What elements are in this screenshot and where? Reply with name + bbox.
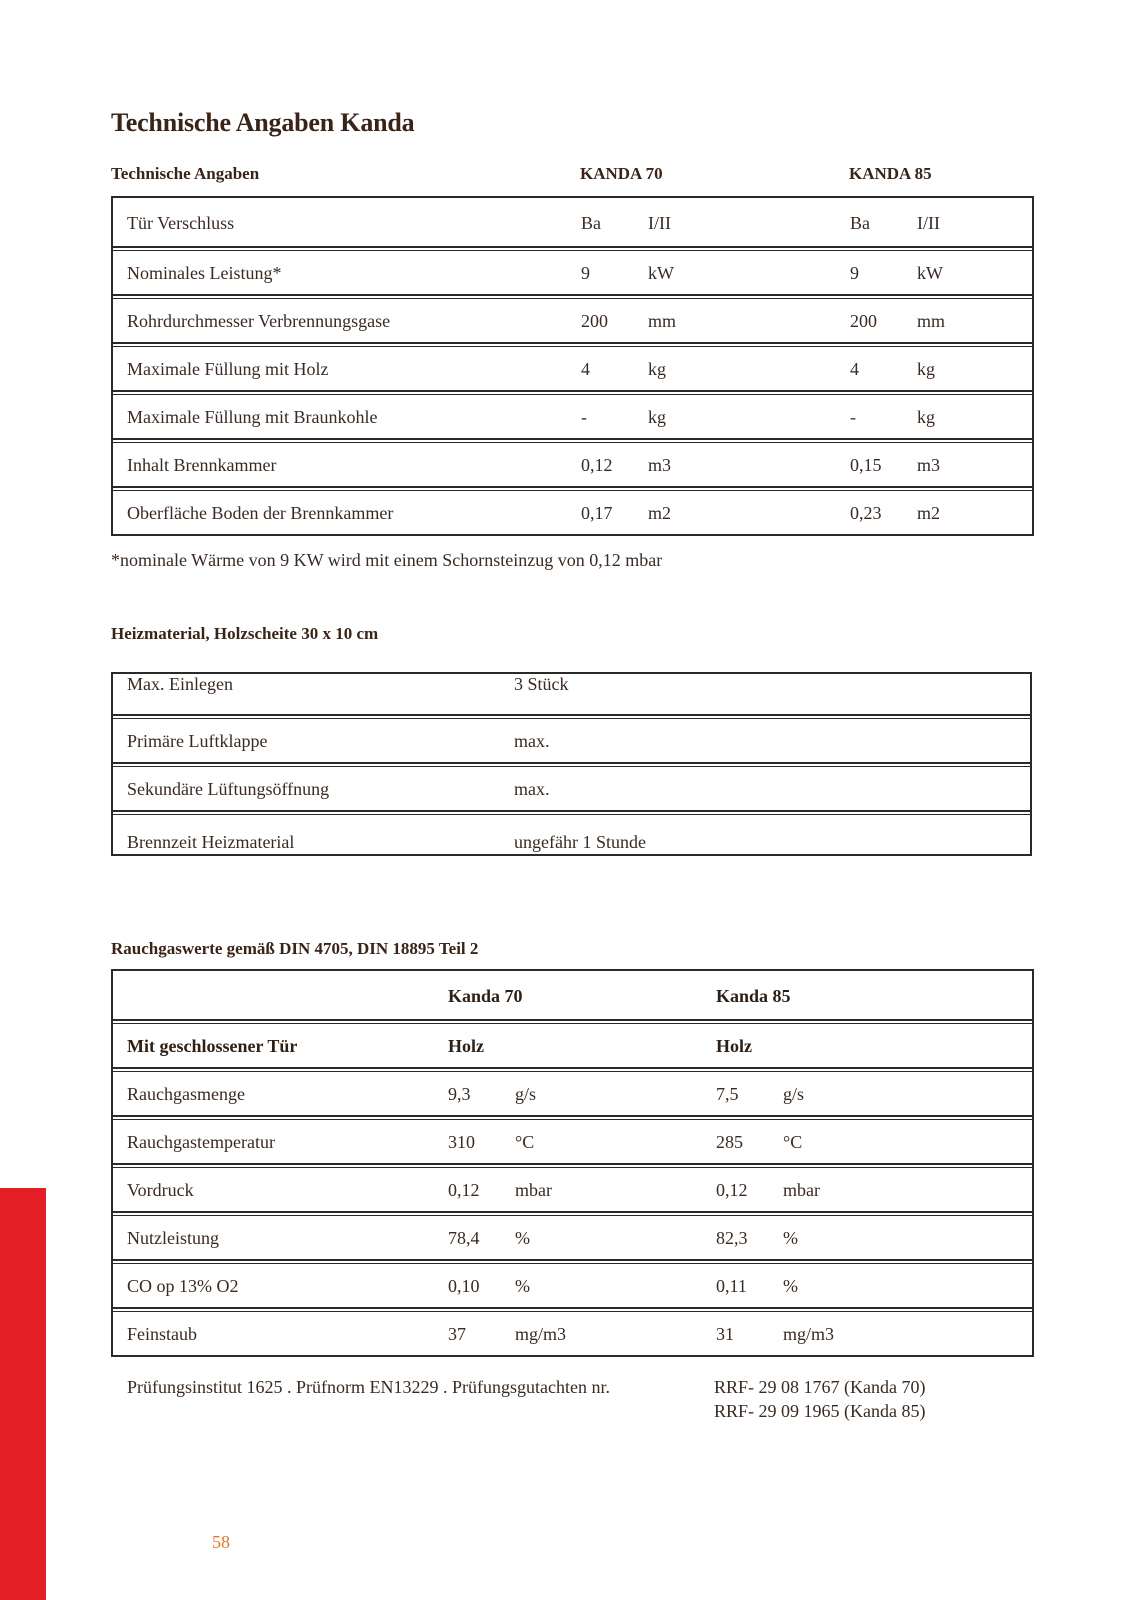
kanda85-value: Ba <box>850 213 870 233</box>
row-value: max. <box>514 731 550 751</box>
table-row <box>113 246 1032 294</box>
page-number: 58 <box>212 1532 230 1552</box>
kanda85-value: 0,15 <box>850 455 882 475</box>
table-row <box>113 1259 1032 1307</box>
rauch-heading-text: Rauchgaswerte gemäß DIN 4705, DIN 18895 Teil 2 <box>111 939 479 958</box>
row-label: Vordruck <box>127 1180 194 1200</box>
table-row <box>113 294 1032 342</box>
rauch-table <box>111 969 1034 1357</box>
row-label: Tür Verschluss <box>127 213 235 233</box>
kanda70-unit: mm <box>648 311 677 331</box>
tech-header-kanda70: KANDA 70 <box>580 164 663 183</box>
table-row <box>113 342 1032 390</box>
table-row <box>113 762 1030 810</box>
kanda70-value: 78,4 <box>448 1228 480 1248</box>
kanda85-unit: % <box>783 1228 798 1248</box>
kanda70-value: 0,10 <box>448 1276 480 1296</box>
kanda70-header: Kanda 70 <box>448 986 523 1006</box>
kanda70-unit: I/II <box>648 213 671 233</box>
kanda70-unit: m3 <box>648 455 672 475</box>
kanda85-value: 200 <box>850 311 877 331</box>
kanda70-value: 200 <box>581 311 608 331</box>
row-label: Rauchgastemperatur <box>127 1132 275 1152</box>
tech-table <box>111 196 1034 536</box>
footnote: *nominale Wärme von 9 KW wird mit einem Schornsteinzug von 0,12 mbar <box>111 550 663 570</box>
kanda85-value: 0,23 <box>850 503 882 523</box>
table-row <box>113 438 1032 486</box>
kanda70-value: 0,12 <box>448 1180 480 1200</box>
kanda85-unit: m2 <box>917 503 941 523</box>
kanda85-unit: kg <box>917 407 935 427</box>
row-label: Rohrdurchmesser Verbrennungsgase <box>127 311 391 331</box>
red-edge-bar <box>0 1188 46 1600</box>
kanda85-unit: mg/m3 <box>783 1324 835 1344</box>
kanda85-value: 9 <box>850 263 859 283</box>
kanda70-unit: % <box>515 1276 530 1296</box>
kanda85-unit: kg <box>917 359 935 379</box>
table-header-row <box>113 1019 1032 1067</box>
kanda85-header: Kanda 85 <box>716 986 791 1006</box>
row-label: Max. Einlegen <box>127 674 233 694</box>
kanda70-value: 9,3 <box>448 1084 471 1104</box>
condition-label: Mit geschlossener Tür <box>127 1036 298 1056</box>
row-value: 3 Stück <box>514 674 569 694</box>
tech-header-label: Technische Angaben <box>111 164 260 183</box>
test-report-kanda70: RRF- 29 08 1767 (Kanda 70) <box>714 1377 926 1397</box>
kanda70-unit: mg/m3 <box>515 1324 567 1344</box>
kanda85-unit: I/II <box>917 213 940 233</box>
kanda70-value: - <box>581 407 587 427</box>
test-report-kanda85: RRF- 29 09 1965 (Kanda 85) <box>714 1401 926 1421</box>
kanda85-unit: °C <box>783 1132 803 1152</box>
heiz-heading-text: Heizmaterial, Holzscheite 30 x 10 cm <box>111 624 379 643</box>
kanda85-value: 0,11 <box>716 1276 747 1296</box>
row-label: Primäre Luftklappe <box>127 731 268 751</box>
kanda70-unit: kg <box>648 359 666 379</box>
heiz-table <box>111 672 1032 856</box>
table-row <box>113 390 1032 438</box>
row-label: Nutzleistung <box>127 1228 219 1248</box>
tech-header-kanda85: KANDA 85 <box>849 164 932 183</box>
row-label: Inhalt Brennkammer <box>127 455 277 475</box>
row-label: Feinstaub <box>127 1324 197 1344</box>
row-label: Oberfläche Boden der Brennkammer <box>127 503 394 523</box>
kanda70-value: 0,17 <box>581 503 613 523</box>
page-title: Technische Angaben Kanda <box>111 108 415 137</box>
row-value: max. <box>514 779 550 799</box>
kanda70-unit: % <box>515 1228 530 1248</box>
table-row <box>113 674 1030 714</box>
kanda70-value: Ba <box>581 213 601 233</box>
kanda70-value: 0,12 <box>581 455 613 475</box>
kanda70-value: 310 <box>448 1132 475 1152</box>
kanda85-value: - <box>850 407 856 427</box>
table-row <box>113 810 1030 854</box>
table-header-row <box>113 971 1032 1019</box>
row-label: CO op 13% O2 <box>127 1276 239 1296</box>
kanda70-unit: g/s <box>515 1084 537 1104</box>
kanda85-fuel: Holz <box>716 1036 752 1056</box>
row-label: Maximale Füllung mit Holz <box>127 359 329 379</box>
kanda70-unit: °C <box>515 1132 535 1152</box>
table-row <box>113 1067 1032 1115</box>
row-label: Maximale Füllung mit Braunkohle <box>127 407 378 427</box>
table-row <box>113 1307 1032 1355</box>
table-row <box>113 1211 1032 1259</box>
kanda85-unit: mbar <box>783 1180 820 1200</box>
table-row <box>113 486 1032 534</box>
table-row <box>113 1163 1032 1211</box>
kanda70-value: 37 <box>448 1324 466 1344</box>
kanda70-fuel: Holz <box>448 1036 484 1056</box>
kanda85-unit: kW <box>917 263 943 283</box>
row-label: Rauchgasmenge <box>127 1084 245 1104</box>
kanda85-unit: g/s <box>783 1084 805 1104</box>
kanda85-value: 285 <box>716 1132 743 1152</box>
kanda85-value: 4 <box>850 359 859 379</box>
kanda70-unit: kg <box>648 407 666 427</box>
test-institute-line: Prüfungsinstitut 1625 . Prüfnorm EN13229 . Prüfungsgutachten nr. <box>127 1377 610 1397</box>
kanda70-value: 9 <box>581 263 590 283</box>
table-row <box>113 1115 1032 1163</box>
kanda70-unit: m2 <box>648 503 672 523</box>
kanda85-value: 0,12 <box>716 1180 748 1200</box>
table-row <box>113 198 1032 246</box>
row-value: ungefähr 1 Stunde <box>514 832 646 852</box>
kanda85-unit: m3 <box>917 455 941 475</box>
table-row <box>113 714 1030 762</box>
kanda70-unit: mbar <box>515 1180 552 1200</box>
kanda85-value: 31 <box>716 1324 734 1344</box>
kanda85-value: 7,5 <box>716 1084 739 1104</box>
row-label: Nominales Leistung* <box>127 263 282 283</box>
kanda70-value: 4 <box>581 359 590 379</box>
row-label: Brennzeit Heizmaterial <box>127 832 295 852</box>
row-label: Sekundäre Lüftungsöffnung <box>127 779 330 799</box>
kanda70-unit: kW <box>648 263 674 283</box>
kanda85-unit: % <box>783 1276 798 1296</box>
kanda85-value: 82,3 <box>716 1228 748 1248</box>
kanda85-unit: mm <box>917 311 946 331</box>
